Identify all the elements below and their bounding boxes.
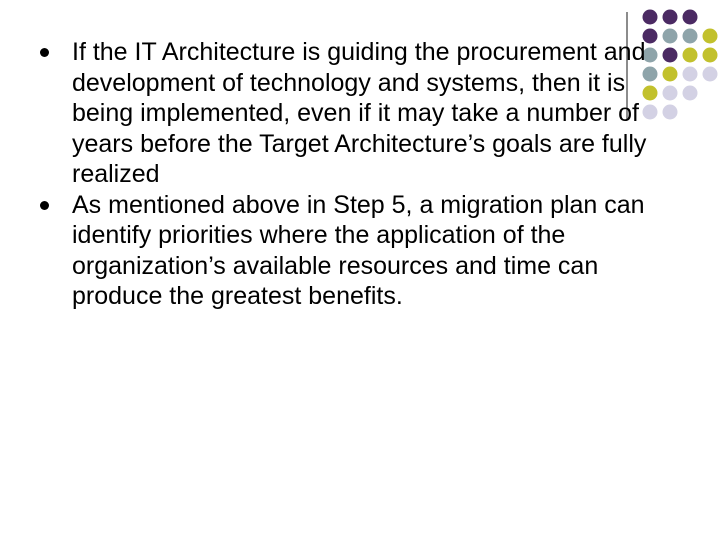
bullet-text: As mentioned above in Step 5, a migration plan can identify priorities where the application of the organization’s available resources and time can produce the greatest benefits. — [72, 190, 645, 310]
bullet-dot-icon — [40, 48, 49, 57]
dot-row-1 — [643, 10, 698, 25]
bullet-dot-icon — [40, 201, 49, 210]
bullet-text: If the IT Architecture is guiding the procurement and development of technology and systems, then it is being implemented, even if it may take a number of years before the Target Architecture’s goals are fully realized — [72, 38, 647, 188]
bullet-list — [36, 37, 676, 312]
bullet-item — [36, 190, 676, 312]
bullet-item — [36, 37, 676, 190]
